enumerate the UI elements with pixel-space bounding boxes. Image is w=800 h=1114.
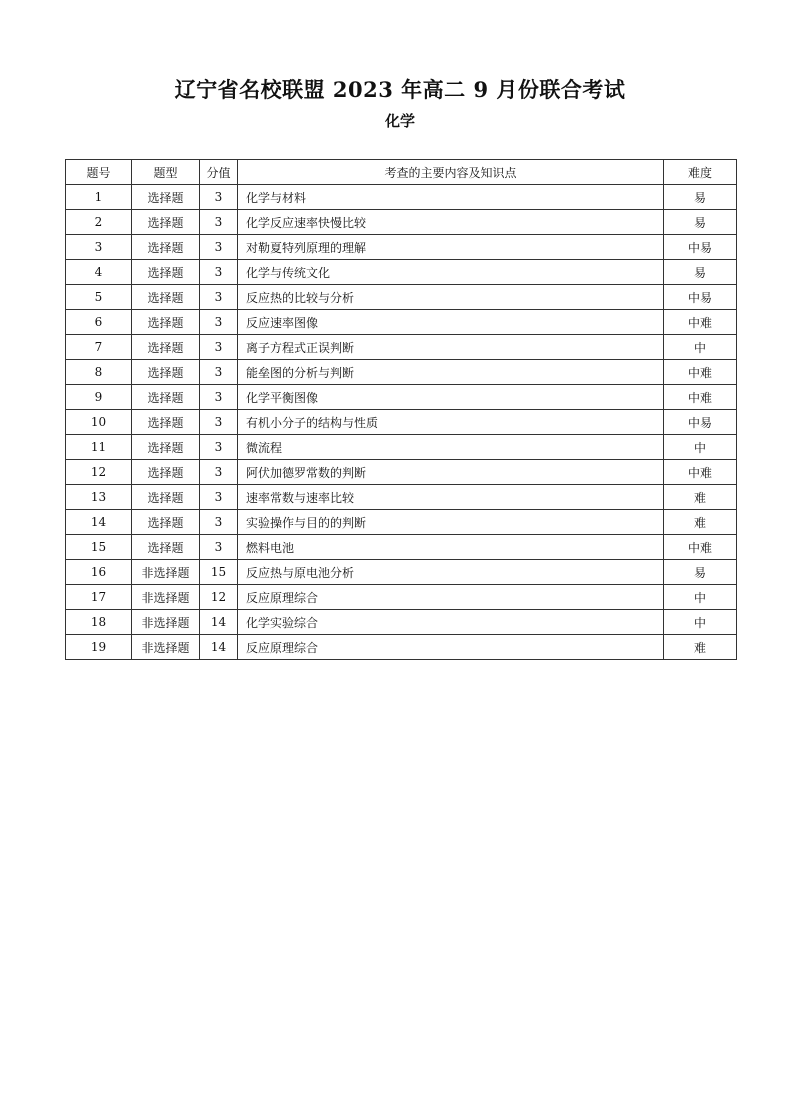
cell-question-type: 选择题 [132,310,200,335]
cell-score: 3 [200,235,238,260]
cell-difficulty: 易 [664,210,737,235]
table-row [66,185,737,210]
cell-difficulty: 中 [664,335,737,360]
cell-difficulty: 中难 [664,385,737,410]
cell-question-number: 11 [66,435,132,460]
table-row [66,360,737,385]
table-row [66,585,737,610]
cell-content: 化学实验综合 [238,610,664,635]
cell-difficulty: 易 [664,560,737,585]
cell-question-type: 选择题 [132,410,200,435]
table-body [66,185,737,660]
cell-question-type: 选择题 [132,460,200,485]
cell-question-number: 1 [66,185,132,210]
table-header-row [66,160,737,185]
table-row [66,235,737,260]
cell-question-number: 6 [66,310,132,335]
cell-question-type: 非选择题 [132,560,200,585]
cell-question-type: 选择题 [132,435,200,460]
cell-content: 化学平衡图像 [238,385,664,410]
cell-question-number: 10 [66,410,132,435]
cell-question-number: 15 [66,535,132,560]
cell-score: 3 [200,210,238,235]
cell-score: 3 [200,485,238,510]
cell-content: 有机小分子的结构与性质 [238,410,664,435]
cell-question-type: 选择题 [132,185,200,210]
cell-score: 12 [200,585,238,610]
cell-score: 3 [200,260,238,285]
table-row [66,385,737,410]
cell-score: 3 [200,435,238,460]
cell-score: 3 [200,310,238,335]
cell-score: 3 [200,335,238,360]
cell-difficulty: 中难 [664,535,737,560]
cell-content: 反应速率图像 [238,310,664,335]
table-row [66,535,737,560]
cell-score: 3 [200,185,238,210]
cell-question-type: 非选择题 [132,610,200,635]
table-row [66,210,737,235]
cell-score: 3 [200,410,238,435]
cell-question-number: 12 [66,460,132,485]
cell-difficulty: 中难 [664,310,737,335]
cell-content: 反应热的比较与分析 [238,285,664,310]
cell-question-number: 3 [66,235,132,260]
cell-question-number: 18 [66,610,132,635]
cell-question-type: 选择题 [132,235,200,260]
exam-spec-table [65,159,737,660]
cell-question-type: 非选择题 [132,635,200,660]
cell-difficulty: 中易 [664,285,737,310]
cell-score: 14 [200,610,238,635]
cell-score: 3 [200,535,238,560]
table-row [66,335,737,360]
cell-content: 微流程 [238,435,664,460]
table-row [66,260,737,285]
cell-content: 实验操作与目的的判断 [238,510,664,535]
cell-difficulty: 中难 [664,360,737,385]
cell-question-type: 选择题 [132,260,200,285]
cell-content: 化学与传统文化 [238,260,664,285]
subject-title: 化学 [384,112,415,130]
header-score: 分值 [200,160,238,185]
cell-question-type: 选择题 [132,385,200,410]
cell-question-number: 14 [66,510,132,535]
table-row [66,485,737,510]
header-difficulty: 难度 [664,160,737,185]
cell-difficulty: 难 [664,485,737,510]
cell-score: 3 [200,285,238,310]
table-row [66,560,737,585]
cell-difficulty: 易 [664,260,737,285]
cell-score: 3 [200,460,238,485]
cell-question-number: 7 [66,335,132,360]
cell-content: 阿伏加德罗常数的判断 [238,460,664,485]
cell-score: 3 [200,510,238,535]
header-content: 考查的主要内容及知识点 [238,160,664,185]
table-row [66,460,737,485]
cell-difficulty: 中 [664,435,737,460]
cell-content: 速率常数与速率比较 [238,485,664,510]
cell-question-type: 选择题 [132,360,200,385]
cell-difficulty: 中 [664,610,737,635]
cell-content: 反应原理综合 [238,635,664,660]
cell-question-number: 13 [66,485,132,510]
table-row [66,310,737,335]
table-row [66,410,737,435]
cell-question-type: 选择题 [132,535,200,560]
cell-content: 能垒图的分析与判断 [238,360,664,385]
cell-question-number: 2 [66,210,132,235]
cell-score: 14 [200,635,238,660]
cell-question-number: 9 [66,385,132,410]
page-title: 辽宁省名校联盟 2023 年高二 9 月份联合考试 [174,77,626,102]
cell-content: 离子方程式正误判断 [238,335,664,360]
cell-question-type: 选择题 [132,210,200,235]
table-row [66,435,737,460]
cell-content: 化学与材料 [238,185,664,210]
cell-question-type: 非选择题 [132,585,200,610]
cell-question-number: 19 [66,635,132,660]
cell-difficulty: 中难 [664,460,737,485]
cell-difficulty: 中易 [664,235,737,260]
table-row [66,510,737,535]
cell-question-number: 4 [66,260,132,285]
cell-content: 反应原理综合 [238,585,664,610]
cell-question-type: 选择题 [132,285,200,310]
cell-difficulty: 难 [664,510,737,535]
cell-question-number: 16 [66,560,132,585]
cell-content: 反应热与原电池分析 [238,560,664,585]
cell-difficulty: 中易 [664,410,737,435]
cell-question-type: 选择题 [132,335,200,360]
cell-question-type: 选择题 [132,485,200,510]
cell-content: 燃料电池 [238,535,664,560]
cell-difficulty: 难 [664,635,737,660]
cell-content: 对勒夏特列原理的理解 [238,235,664,260]
cell-content: 化学反应速率快慢比较 [238,210,664,235]
cell-score: 15 [200,560,238,585]
cell-question-number: 8 [66,360,132,385]
cell-difficulty: 易 [664,185,737,210]
header-question-type: 题型 [132,160,200,185]
header-question-number: 题号 [66,160,132,185]
cell-question-type: 选择题 [132,510,200,535]
cell-difficulty: 中 [664,585,737,610]
cell-question-number: 17 [66,585,132,610]
cell-score: 3 [200,385,238,410]
table-row [66,635,737,660]
table-row [66,285,737,310]
cell-question-number: 5 [66,285,132,310]
table-row [66,610,737,635]
cell-score: 3 [200,360,238,385]
